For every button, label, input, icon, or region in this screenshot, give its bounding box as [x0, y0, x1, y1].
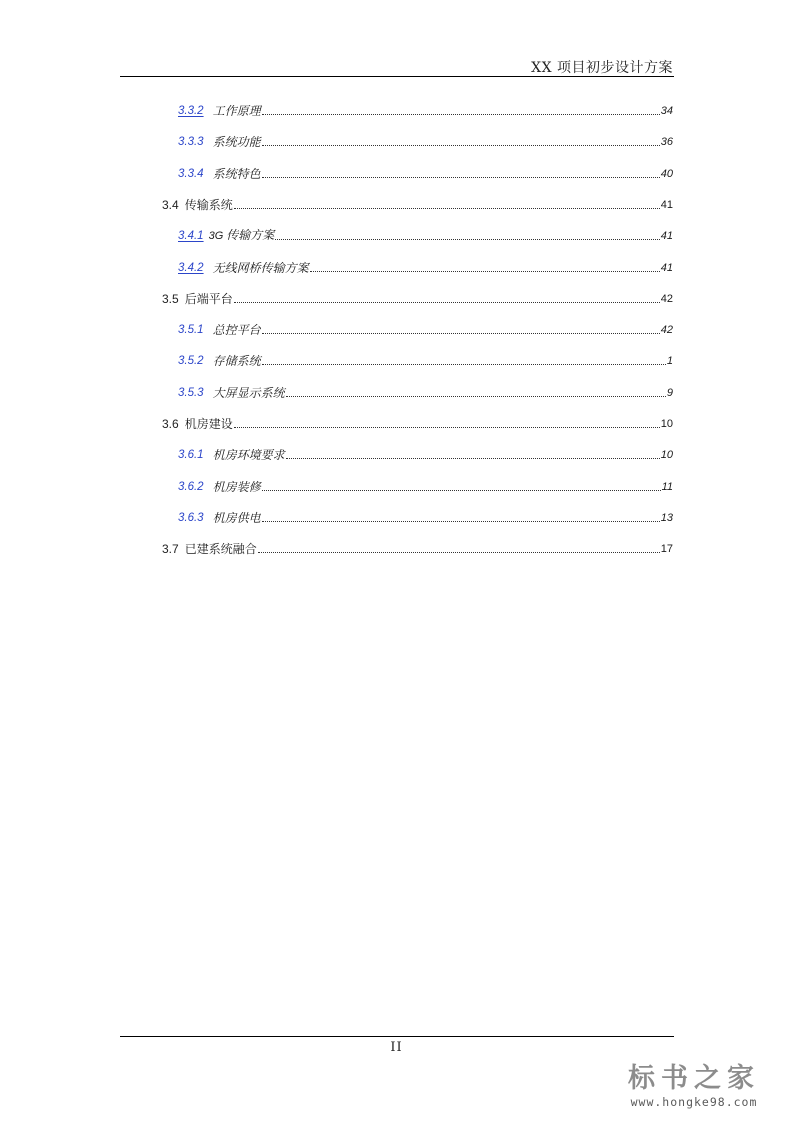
- toc-entry-title-prefix: 3G: [208, 230, 224, 243]
- toc-entry-title-text: 传输系统: [184, 197, 233, 212]
- toc-entry-number: 3.6.1: [178, 449, 204, 462]
- toc-entry-title-text: 已建系统融合: [184, 542, 257, 557]
- toc-dot-leader: [275, 239, 659, 240]
- toc-entry-page: 10: [660, 418, 673, 430]
- toc-entry[interactable]: [178, 507, 673, 525]
- toc-entry-number: 3.5: [162, 291, 179, 306]
- toc-entry-page: 41: [660, 261, 673, 274]
- toc-entry-page: 34: [660, 105, 673, 117]
- toc-entry[interactable]: [178, 476, 673, 494]
- toc-entry-title: [213, 323, 261, 337]
- page-number: II: [390, 1040, 403, 1055]
- toc-dot-leader: [262, 521, 660, 522]
- toc-entry-page: 42: [660, 324, 673, 337]
- toc-dot-leader: [234, 427, 660, 428]
- toc-entry-page: 36: [660, 136, 673, 149]
- toc-entry-page: 11: [661, 480, 673, 493]
- toc-entry-page: 13: [660, 511, 673, 524]
- toc-entry-title: [213, 511, 261, 525]
- toc-entry-page: 41: [660, 230, 673, 243]
- toc-dot-leader: [262, 364, 666, 365]
- toc-entry-title-text: 机房建设: [184, 417, 233, 431]
- toc-entry[interactable]: [178, 444, 673, 462]
- toc-entry-title-text: 系统功能: [212, 135, 261, 150]
- toc-entry-page: 10: [660, 449, 673, 462]
- toc-entry-number: 3.7: [162, 542, 179, 557]
- toc-entry-title: [213, 448, 285, 462]
- toc-entry-page: 17: [660, 543, 673, 556]
- toc-entry-title: [185, 198, 233, 212]
- toc-entry-page: 1: [666, 355, 673, 368]
- toc-entry-page: 9: [666, 386, 673, 399]
- toc-entry-title-text: 大屏显示系统: [212, 385, 285, 400]
- toc-entry-number: 3.6.2: [178, 480, 204, 493]
- toc-entry-title-text: 机房环境要求: [212, 448, 285, 463]
- toc-entry-title: [185, 542, 257, 556]
- toc-entry[interactable]: [178, 225, 673, 243]
- toc-entry-number: 3.4.1: [178, 230, 204, 243]
- toc-entry[interactable]: [162, 413, 673, 431]
- toc-dot-leader: [286, 458, 660, 459]
- toc-entry-title: [213, 261, 309, 275]
- toc-entry[interactable]: [162, 538, 673, 556]
- toc-entry-page: 40: [660, 167, 673, 180]
- toc-entry-number: 3.3.3: [178, 136, 204, 149]
- toc-entry[interactable]: [162, 194, 673, 212]
- toc-entry[interactable]: [178, 257, 673, 275]
- toc-entry-page: 41: [660, 198, 673, 211]
- toc-entry[interactable]: [162, 288, 673, 306]
- toc-dot-leader: [262, 490, 661, 491]
- toc-dot-leader: [258, 552, 660, 553]
- toc-entry-title-text: 无线网桥传输方案: [212, 260, 309, 275]
- toc-entry[interactable]: [178, 382, 673, 400]
- toc-entry[interactable]: [178, 350, 673, 368]
- toc-dot-leader: [262, 145, 660, 146]
- toc-entry-title: [185, 417, 233, 431]
- footer-divider: [120, 1036, 674, 1037]
- toc-entry-title-text: 机房装修: [212, 479, 261, 494]
- toc-entry-title: [213, 135, 261, 149]
- toc-entry-number: 3.4.2: [178, 261, 204, 274]
- toc-entry-title-text: 总控平台: [212, 323, 261, 338]
- toc-entry-title: [213, 167, 261, 181]
- watermark-url: www.hongke98.com: [630, 1095, 758, 1109]
- toc-entry[interactable]: [178, 100, 673, 118]
- toc-entry-title-text: 机房供电: [212, 510, 261, 525]
- toc-entry-title: [213, 354, 261, 368]
- toc-entry-title-text: 存储系统: [212, 354, 261, 369]
- running-header-title: XX 项目初步设计方案: [531, 60, 673, 76]
- toc-entry[interactable]: [178, 319, 673, 337]
- toc-dot-leader: [262, 177, 660, 178]
- toc-entry-number: 3.6: [162, 417, 179, 431]
- toc-entry-number: 3.4: [162, 197, 179, 212]
- toc-entry-number: 3.6.3: [178, 511, 204, 524]
- toc-entry[interactable]: [178, 131, 673, 149]
- toc-entry-title: [213, 480, 261, 494]
- toc-dot-leader: [286, 396, 666, 397]
- toc-entry-number: 3.5.1: [178, 324, 204, 337]
- toc-entry[interactable]: [178, 163, 673, 181]
- toc-dot-leader: [234, 302, 660, 303]
- toc-entry-title-text: 传输方案: [226, 228, 275, 243]
- toc-entry-title: [185, 292, 233, 306]
- toc-entry-number: 3.5.2: [178, 355, 204, 368]
- toc-dot-leader: [262, 333, 660, 334]
- watermark-brand: 标书之家: [628, 1063, 760, 1094]
- toc-entry-number: 3.3.4: [178, 167, 204, 180]
- toc-entry-page: 42: [660, 292, 673, 305]
- toc-entry-title: [209, 228, 275, 243]
- toc-entry-number: 3.3.2: [178, 105, 204, 117]
- toc-entry-title: [213, 104, 261, 118]
- toc-dot-leader: [310, 271, 660, 272]
- toc-entry-number: 3.5.3: [178, 386, 204, 399]
- toc-entry-title-text: 后端平台: [184, 291, 233, 306]
- toc-entry-title-text: 系统特色: [212, 166, 261, 181]
- toc-entry-title-text: 工作原理: [212, 104, 261, 118]
- toc-entry-title: [213, 386, 285, 400]
- watermark-logo: [609, 1063, 779, 1109]
- toc-dot-leader: [262, 114, 660, 115]
- toc-dot-leader: [234, 208, 660, 209]
